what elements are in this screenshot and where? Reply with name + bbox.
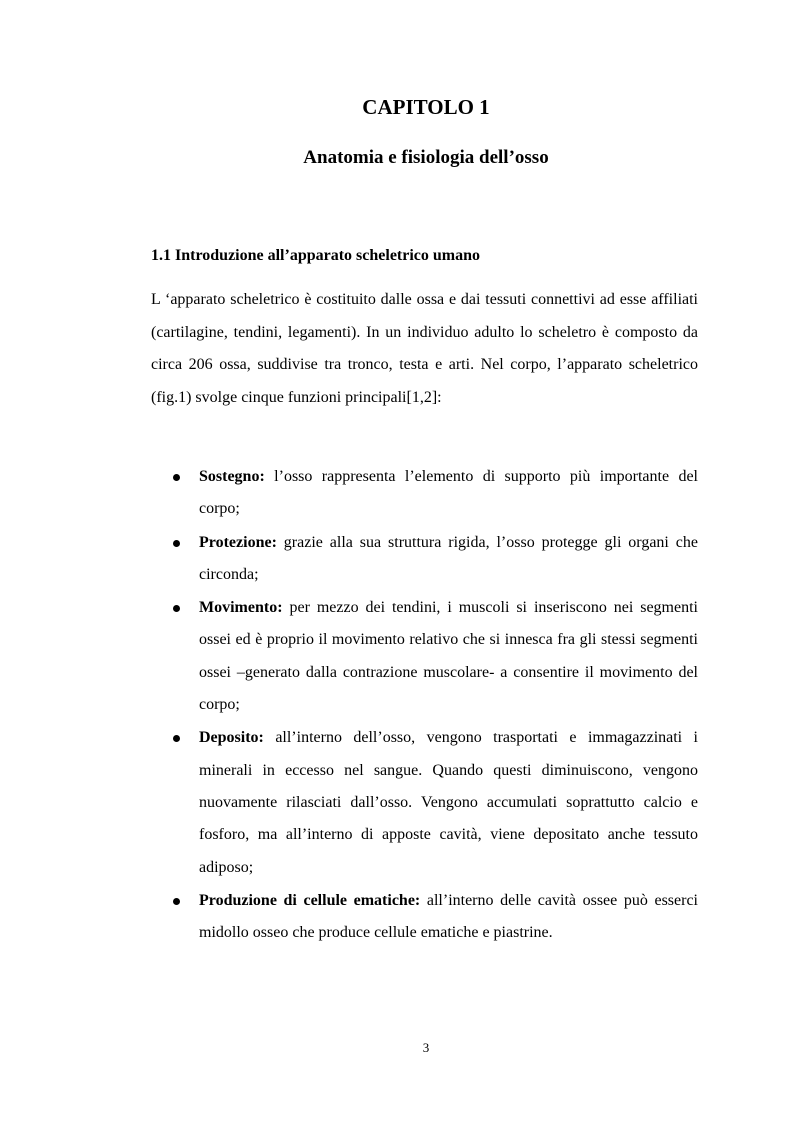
list-item-produzione [151, 885, 698, 950]
list-item-deposito [151, 722, 698, 883]
list-item-protezione [151, 527, 698, 592]
functions-list [151, 461, 698, 950]
function-text: l’osso rappresenta l’elemento di supporto più importante del corpo; [199, 468, 698, 518]
bullet-icon [173, 898, 180, 905]
chapter-label: CAPITOLO 1 [362, 95, 490, 119]
function-text: all’interno dell’osso, vengono trasportati e immagazzinati i minerali in eccesso nel sangue. Quando questi diminuiscono, vengono nuovamente rilasciati dall’osso. Vengono accumulati soprattutto calcio e fosforo, ma all’interno di apposte cavità, viene depositato anche tessuto adiposo; [199, 729, 698, 876]
page-number: 3 [422, 1040, 430, 1055]
section-heading: 1.1 Introduzione all’apparato scheletrico umano [151, 247, 481, 264]
function-text: grazie alla sua struttura rigida, l’osso protegge gli organi che circonda; [199, 533, 698, 583]
intro-paragraph: L ‘apparato scheletrico è costituito dalle ossa e dai tessuti connettivi ad esse affiliati (cartilagine, tendini, legamenti). In un individuo adulto lo scheletro è composto da circa 206 ossa, suddivise tra tronco, testa e arti. Nel corpo, l’apparato scheletrico (fig.1) svolge cinque funzioni principali[1,2]: [151, 291, 698, 406]
bullet-icon [173, 474, 180, 481]
list-item-sostegno [151, 461, 698, 526]
bullet-icon [173, 735, 180, 742]
function-term: Sostegno: [199, 468, 265, 485]
function-term: Protezione: [199, 533, 277, 551]
function-text: per mezzo dei tendini, i muscoli si inseriscono nei segmenti ossei ed è proprio il movimento relativo che si innesca fra gli stessi segmenti ossei –generato dalla contrazione muscolare- a consentire il movimento del corpo; [199, 599, 698, 714]
bullet-icon [173, 605, 180, 612]
function-term: Movimento: [199, 599, 283, 617]
function-term: Deposito: [199, 729, 264, 747]
chapter-title: Anatomia e fisiologia dell’osso [303, 147, 549, 168]
list-item-movimento [151, 592, 698, 721]
bullet-icon [173, 540, 180, 547]
function-term: Produzione di cellule ematiche: [199, 891, 421, 909]
function-text: all’interno delle cavità ossee può esserci midollo osseo che produce cellule ematiche e piastrine. [199, 891, 698, 942]
